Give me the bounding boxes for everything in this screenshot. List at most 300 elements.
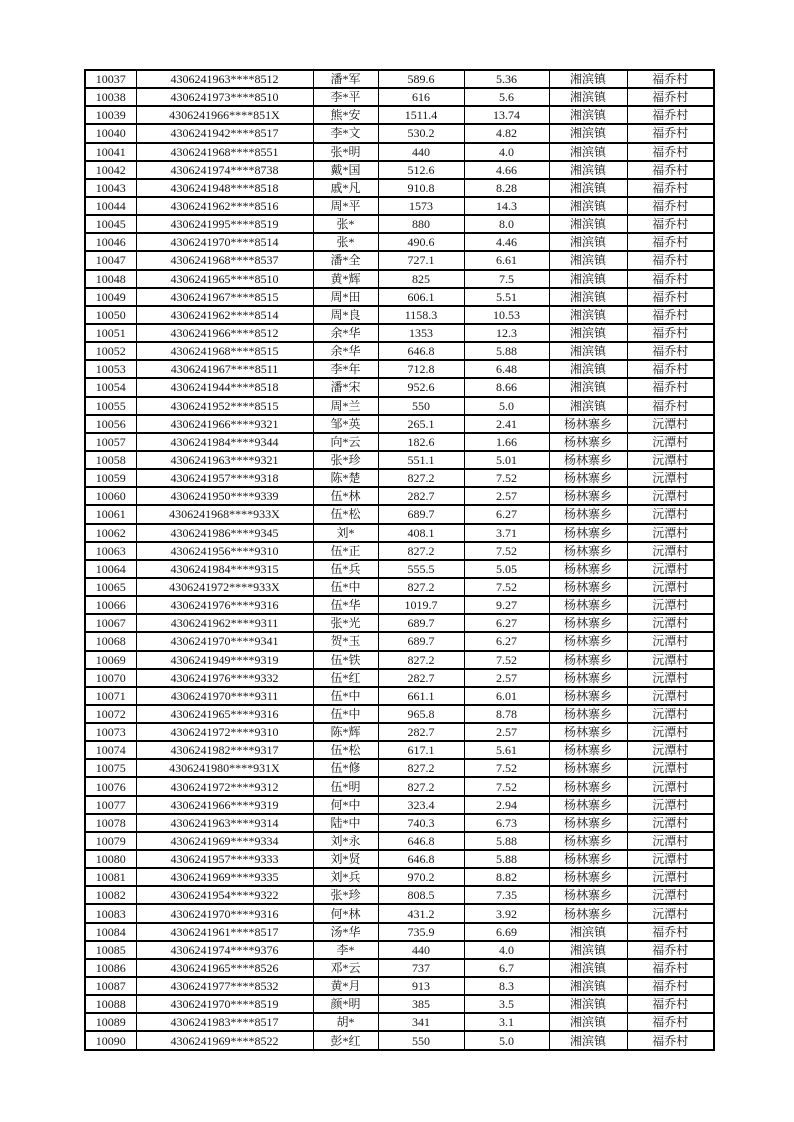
table-row — [85, 959, 714, 977]
cell-village: 福乔村 — [627, 995, 714, 1013]
cell-masked-id-number: 4306241982****9317 — [136, 741, 313, 759]
cell-percent: 7.52 — [464, 469, 549, 487]
cell-percent: 4.0 — [464, 941, 549, 959]
cell-masked-id-number: 4306241966****8512 — [136, 324, 313, 342]
cell-masked-id-number: 4306241966****851X — [136, 106, 313, 124]
table-row — [85, 596, 714, 614]
cell-masked-name: 黄*辉 — [313, 270, 378, 288]
cell-amount: 490.6 — [378, 233, 464, 251]
cell-masked-id-number: 4306241970****9316 — [136, 904, 313, 922]
cell-sequence-number: 10050 — [85, 306, 136, 324]
cell-village: 福乔村 — [627, 106, 714, 124]
cell-masked-id-number: 4306241965****8510 — [136, 270, 313, 288]
cell-masked-id-number: 4306241968****933X — [136, 505, 313, 523]
cell-village: 沅潭村 — [627, 723, 714, 741]
cell-town: 湘滨镇 — [549, 941, 627, 959]
cell-town: 杨林寨乡 — [549, 415, 627, 433]
cell-town: 杨林寨乡 — [549, 669, 627, 687]
cell-amount: 727.1 — [378, 251, 464, 269]
cell-masked-name: 潘*宋 — [313, 378, 378, 396]
cell-masked-name: 伍*中 — [313, 578, 378, 596]
cell-village: 福乔村 — [627, 215, 714, 233]
cell-sequence-number: 10072 — [85, 705, 136, 723]
cell-amount: 1019.7 — [378, 596, 464, 614]
cell-sequence-number: 10083 — [85, 904, 136, 922]
cell-percent: 6.73 — [464, 814, 549, 832]
cell-sequence-number: 10067 — [85, 614, 136, 632]
cell-town: 湘滨镇 — [549, 306, 627, 324]
table-row — [85, 777, 714, 795]
cell-percent: 3.5 — [464, 995, 549, 1013]
cell-masked-name: 刘* — [313, 524, 378, 542]
cell-village: 沅潭村 — [627, 651, 714, 669]
cell-percent: 3.92 — [464, 904, 549, 922]
cell-masked-id-number: 4306241962****8516 — [136, 197, 313, 215]
cell-percent: 1.66 — [464, 433, 549, 451]
cell-masked-id-number: 4306241977****8532 — [136, 977, 313, 995]
cell-village: 福乔村 — [627, 397, 714, 415]
table-row — [85, 524, 714, 542]
cell-amount: 661.1 — [378, 687, 464, 705]
cell-town: 湘滨镇 — [549, 197, 627, 215]
cell-village: 福乔村 — [627, 124, 714, 142]
cell-sequence-number: 10045 — [85, 215, 136, 233]
table-row — [85, 651, 714, 669]
cell-town: 杨林寨乡 — [549, 451, 627, 469]
cell-masked-name: 伍*铁 — [313, 651, 378, 669]
cell-sequence-number: 10071 — [85, 687, 136, 705]
cell-amount: 589.6 — [378, 70, 464, 88]
cell-village: 沅潭村 — [627, 560, 714, 578]
cell-masked-name: 贺*玉 — [313, 632, 378, 650]
cell-masked-id-number: 4306241970****9341 — [136, 632, 313, 650]
cell-masked-name: 李*平 — [313, 88, 378, 106]
cell-village: 沅潭村 — [627, 669, 714, 687]
cell-masked-id-number: 4306241972****9312 — [136, 777, 313, 795]
cell-masked-name: 伍*林 — [313, 487, 378, 505]
cell-village: 沅潭村 — [627, 433, 714, 451]
cell-masked-name: 潘*全 — [313, 251, 378, 269]
table-row — [85, 560, 714, 578]
cell-sequence-number: 10061 — [85, 505, 136, 523]
cell-sequence-number: 10060 — [85, 487, 136, 505]
cell-village: 福乔村 — [627, 233, 714, 251]
cell-village: 沅潭村 — [627, 596, 714, 614]
cell-town: 杨林寨乡 — [549, 469, 627, 487]
table-row — [85, 977, 714, 995]
table-row — [85, 342, 714, 360]
cell-masked-id-number: 4306241970****8519 — [136, 995, 313, 1013]
cell-amount: 551.1 — [378, 451, 464, 469]
cell-sequence-number: 10065 — [85, 578, 136, 596]
cell-town: 杨林寨乡 — [549, 560, 627, 578]
cell-village: 沅潭村 — [627, 777, 714, 795]
cell-masked-name: 伍*明 — [313, 777, 378, 795]
cell-masked-id-number: 4306241948****8518 — [136, 179, 313, 197]
cell-village: 福乔村 — [627, 143, 714, 161]
table-row — [85, 868, 714, 886]
cell-percent: 6.69 — [464, 923, 549, 941]
cell-amount: 265.1 — [378, 415, 464, 433]
table-row — [85, 88, 714, 106]
cell-amount: 606.1 — [378, 288, 464, 306]
table-row — [85, 251, 714, 269]
cell-masked-id-number: 4306241976****9332 — [136, 669, 313, 687]
cell-village: 福乔村 — [627, 1013, 714, 1031]
cell-town: 湘滨镇 — [549, 397, 627, 415]
table-row — [85, 124, 714, 142]
cell-percent: 4.66 — [464, 161, 549, 179]
cell-masked-id-number: 4306241966****9321 — [136, 415, 313, 433]
cell-masked-id-number: 4306241968****8551 — [136, 143, 313, 161]
cell-masked-id-number: 4306241963****9314 — [136, 814, 313, 832]
cell-percent: 6.27 — [464, 614, 549, 632]
cell-masked-id-number: 4306241957****9333 — [136, 850, 313, 868]
cell-sequence-number: 10059 — [85, 469, 136, 487]
cell-village: 沅潭村 — [627, 796, 714, 814]
cell-masked-name: 周*兰 — [313, 397, 378, 415]
cell-town: 杨林寨乡 — [549, 705, 627, 723]
cell-village: 福乔村 — [627, 1031, 714, 1049]
cell-village: 沅潭村 — [627, 469, 714, 487]
cell-amount: 440 — [378, 941, 464, 959]
cell-sequence-number: 10048 — [85, 270, 136, 288]
cell-amount: 616 — [378, 88, 464, 106]
cell-amount: 530.2 — [378, 124, 464, 142]
cell-village: 福乔村 — [627, 70, 714, 88]
table-row — [85, 832, 714, 850]
cell-masked-id-number: 4306241969****8522 — [136, 1031, 313, 1049]
cell-amount: 1158.3 — [378, 306, 464, 324]
cell-percent: 6.7 — [464, 959, 549, 977]
cell-village: 福乔村 — [627, 88, 714, 106]
cell-masked-id-number: 4306241949****9319 — [136, 651, 313, 669]
table-row — [85, 233, 714, 251]
table-row — [85, 669, 714, 687]
cell-village: 沅潭村 — [627, 814, 714, 832]
cell-town: 杨林寨乡 — [549, 796, 627, 814]
cell-masked-name: 李* — [313, 941, 378, 959]
cell-masked-name: 陈*辉 — [313, 723, 378, 741]
cell-percent: 5.0 — [464, 397, 549, 415]
cell-town: 杨林寨乡 — [549, 651, 627, 669]
cell-percent: 5.88 — [464, 850, 549, 868]
table-row — [85, 288, 714, 306]
cell-percent: 5.36 — [464, 70, 549, 88]
cell-village: 福乔村 — [627, 270, 714, 288]
cell-town: 湘滨镇 — [549, 1031, 627, 1049]
cell-sequence-number: 10088 — [85, 995, 136, 1013]
cell-village: 福乔村 — [627, 197, 714, 215]
cell-town: 杨林寨乡 — [549, 505, 627, 523]
cell-town: 杨林寨乡 — [549, 777, 627, 795]
table-row — [85, 469, 714, 487]
cell-percent: 5.6 — [464, 88, 549, 106]
cell-percent: 7.35 — [464, 886, 549, 904]
cell-percent: 5.01 — [464, 451, 549, 469]
cell-masked-name: 伍*中 — [313, 705, 378, 723]
table-row — [85, 197, 714, 215]
cell-masked-id-number: 4306241962****9311 — [136, 614, 313, 632]
cell-amount: 808.5 — [378, 886, 464, 904]
cell-amount: 910.8 — [378, 179, 464, 197]
table-row — [85, 923, 714, 941]
cell-masked-id-number: 4306241972****9310 — [136, 723, 313, 741]
cell-amount: 550 — [378, 397, 464, 415]
cell-village: 沅潭村 — [627, 524, 714, 542]
cell-village: 福乔村 — [627, 378, 714, 396]
cell-town: 湘滨镇 — [549, 161, 627, 179]
cell-masked-name: 伍*松 — [313, 741, 378, 759]
cell-village: 福乔村 — [627, 360, 714, 378]
cell-town: 湘滨镇 — [549, 977, 627, 995]
cell-masked-name: 伍*兵 — [313, 560, 378, 578]
cell-percent: 5.0 — [464, 1031, 549, 1049]
cell-amount: 550 — [378, 1031, 464, 1049]
cell-percent: 5.88 — [464, 832, 549, 850]
cell-percent: 6.61 — [464, 251, 549, 269]
cell-amount: 827.2 — [378, 542, 464, 560]
cell-amount: 385 — [378, 995, 464, 1013]
cell-masked-name: 陆*中 — [313, 814, 378, 832]
cell-town: 湘滨镇 — [549, 342, 627, 360]
cell-masked-name: 张*明 — [313, 143, 378, 161]
table-row — [85, 886, 714, 904]
cell-sequence-number: 10070 — [85, 669, 136, 687]
cell-masked-id-number: 4306241954****9322 — [136, 886, 313, 904]
cell-masked-id-number: 4306241974****9376 — [136, 941, 313, 959]
cell-town: 杨林寨乡 — [549, 741, 627, 759]
cell-masked-id-number: 4306241944****8518 — [136, 378, 313, 396]
cell-town: 杨林寨乡 — [549, 759, 627, 777]
cell-amount: 827.2 — [378, 578, 464, 596]
table-row — [85, 106, 714, 124]
cell-village: 沅潭村 — [627, 687, 714, 705]
cell-village: 福乔村 — [627, 977, 714, 995]
cell-percent: 2.57 — [464, 669, 549, 687]
cell-masked-name: 李*文 — [313, 124, 378, 142]
cell-masked-id-number: 4306241995****8519 — [136, 215, 313, 233]
cell-percent: 5.51 — [464, 288, 549, 306]
cell-masked-id-number: 4306241983****8517 — [136, 1013, 313, 1031]
cell-town: 湘滨镇 — [549, 360, 627, 378]
cell-sequence-number: 10062 — [85, 524, 136, 542]
table-row — [85, 614, 714, 632]
cell-sequence-number: 10089 — [85, 1013, 136, 1031]
cell-masked-id-number: 4306241963****8512 — [136, 70, 313, 88]
cell-masked-id-number: 4306241956****9310 — [136, 542, 313, 560]
cell-town: 杨林寨乡 — [549, 850, 627, 868]
cell-masked-name: 张* — [313, 233, 378, 251]
cell-masked-id-number: 4306241965****9316 — [136, 705, 313, 723]
cell-amount: 827.2 — [378, 469, 464, 487]
cell-percent: 7.52 — [464, 578, 549, 596]
table-row — [85, 143, 714, 161]
cell-town: 杨林寨乡 — [549, 542, 627, 560]
cell-percent: 2.57 — [464, 723, 549, 741]
cell-amount: 431.2 — [378, 904, 464, 922]
cell-percent: 2.57 — [464, 487, 549, 505]
cell-percent: 7.52 — [464, 777, 549, 795]
cell-masked-name: 向*云 — [313, 433, 378, 451]
cell-masked-id-number: 4306241976****9316 — [136, 596, 313, 614]
cell-sequence-number: 10039 — [85, 106, 136, 124]
cell-masked-id-number: 4306241968****8537 — [136, 251, 313, 269]
table-row — [85, 759, 714, 777]
cell-masked-id-number: 4306241980****931X — [136, 759, 313, 777]
cell-percent: 7.52 — [464, 542, 549, 560]
table-row — [85, 705, 714, 723]
cell-sequence-number: 10056 — [85, 415, 136, 433]
cell-masked-id-number: 4306241965****8526 — [136, 959, 313, 977]
table-row — [85, 415, 714, 433]
cell-masked-name: 熊*安 — [313, 106, 378, 124]
cell-village: 沅潭村 — [627, 832, 714, 850]
cell-village: 福乔村 — [627, 923, 714, 941]
cell-town: 杨林寨乡 — [549, 614, 627, 632]
cell-sequence-number: 10082 — [85, 886, 136, 904]
cell-sequence-number: 10064 — [85, 560, 136, 578]
cell-amount: 646.8 — [378, 832, 464, 850]
cell-sequence-number: 10076 — [85, 777, 136, 795]
cell-amount: 689.7 — [378, 632, 464, 650]
cell-village: 沅潭村 — [627, 578, 714, 596]
cell-sequence-number: 10085 — [85, 941, 136, 959]
cell-village: 沅潭村 — [627, 542, 714, 560]
cell-masked-name: 伍*正 — [313, 542, 378, 560]
cell-percent: 8.28 — [464, 179, 549, 197]
cell-masked-name: 何*中 — [313, 796, 378, 814]
cell-masked-id-number: 4306241972****933X — [136, 578, 313, 596]
cell-town: 杨林寨乡 — [549, 524, 627, 542]
cell-village: 福乔村 — [627, 251, 714, 269]
cell-town: 湘滨镇 — [549, 959, 627, 977]
table-row — [85, 687, 714, 705]
cell-percent: 4.82 — [464, 124, 549, 142]
cell-percent: 2.94 — [464, 796, 549, 814]
cell-percent: 2.41 — [464, 415, 549, 433]
table-row — [85, 814, 714, 832]
cell-village: 沅潭村 — [627, 759, 714, 777]
cell-village: 福乔村 — [627, 941, 714, 959]
cell-town: 杨林寨乡 — [549, 687, 627, 705]
cell-village: 福乔村 — [627, 179, 714, 197]
cell-amount: 617.1 — [378, 741, 464, 759]
cell-town: 湘滨镇 — [549, 106, 627, 124]
cell-percent: 9.27 — [464, 596, 549, 614]
cell-percent: 7.5 — [464, 270, 549, 288]
cell-amount: 970.2 — [378, 868, 464, 886]
cell-town: 湘滨镇 — [549, 233, 627, 251]
cell-amount: 952.6 — [378, 378, 464, 396]
cell-town: 杨林寨乡 — [549, 723, 627, 741]
cell-sequence-number: 10081 — [85, 868, 136, 886]
cell-masked-id-number: 4306241968****8515 — [136, 342, 313, 360]
cell-masked-name: 胡* — [313, 1013, 378, 1031]
table-row — [85, 397, 714, 415]
cell-village: 沅潭村 — [627, 415, 714, 433]
table-row — [85, 324, 714, 342]
cell-masked-name: 汤*华 — [313, 923, 378, 941]
cell-sequence-number: 10084 — [85, 923, 136, 941]
cell-town: 湘滨镇 — [549, 215, 627, 233]
table-row — [85, 360, 714, 378]
roster-table — [84, 69, 715, 1051]
cell-masked-name: 李*年 — [313, 360, 378, 378]
cell-village: 福乔村 — [627, 288, 714, 306]
cell-sequence-number: 10063 — [85, 542, 136, 560]
table-row — [85, 179, 714, 197]
cell-percent: 13.74 — [464, 106, 549, 124]
cell-sequence-number: 10068 — [85, 632, 136, 650]
cell-amount: 512.6 — [378, 161, 464, 179]
table-row — [85, 542, 714, 560]
cell-sequence-number: 10053 — [85, 360, 136, 378]
cell-amount: 965.8 — [378, 705, 464, 723]
table-row — [85, 1013, 714, 1031]
cell-percent: 5.05 — [464, 560, 549, 578]
cell-masked-id-number: 4306241973****8510 — [136, 88, 313, 106]
cell-masked-name: 刘*贤 — [313, 850, 378, 868]
cell-amount: 689.7 — [378, 505, 464, 523]
table-row — [85, 378, 714, 396]
cell-amount: 440 — [378, 143, 464, 161]
cell-amount: 737 — [378, 959, 464, 977]
cell-sequence-number: 10042 — [85, 161, 136, 179]
cell-masked-name: 周*田 — [313, 288, 378, 306]
cell-sequence-number: 10038 — [85, 88, 136, 106]
cell-village: 沅潭村 — [627, 451, 714, 469]
cell-amount: 341 — [378, 1013, 464, 1031]
cell-amount: 646.8 — [378, 850, 464, 868]
cell-village: 沅潭村 — [627, 614, 714, 632]
cell-town: 湘滨镇 — [549, 251, 627, 269]
cell-sequence-number: 10054 — [85, 378, 136, 396]
cell-town: 杨林寨乡 — [549, 487, 627, 505]
table-row — [85, 941, 714, 959]
cell-masked-name: 潘*军 — [313, 70, 378, 88]
cell-town: 杨林寨乡 — [549, 868, 627, 886]
cell-masked-id-number: 4306241942****8517 — [136, 124, 313, 142]
cell-percent: 6.48 — [464, 360, 549, 378]
cell-amount: 1511.4 — [378, 106, 464, 124]
cell-masked-id-number: 4306241950****9339 — [136, 487, 313, 505]
cell-town: 湘滨镇 — [549, 378, 627, 396]
cell-amount: 712.8 — [378, 360, 464, 378]
cell-percent: 3.71 — [464, 524, 549, 542]
cell-percent: 5.61 — [464, 741, 549, 759]
cell-village: 福乔村 — [627, 306, 714, 324]
cell-masked-name: 刘*兵 — [313, 868, 378, 886]
table-row — [85, 904, 714, 922]
cell-percent: 6.27 — [464, 632, 549, 650]
table-row — [85, 850, 714, 868]
cell-masked-id-number: 4306241974****8738 — [136, 161, 313, 179]
cell-sequence-number: 10079 — [85, 832, 136, 850]
cell-masked-id-number: 4306241984****9315 — [136, 560, 313, 578]
cell-sequence-number: 10087 — [85, 977, 136, 995]
table-row — [85, 632, 714, 650]
cell-amount: 827.2 — [378, 651, 464, 669]
cell-masked-id-number: 4306241957****9318 — [136, 469, 313, 487]
cell-sequence-number: 10049 — [85, 288, 136, 306]
cell-percent: 6.27 — [464, 505, 549, 523]
cell-village: 沅潭村 — [627, 850, 714, 868]
cell-amount: 282.7 — [378, 487, 464, 505]
table-row — [85, 723, 714, 741]
cell-amount: 825 — [378, 270, 464, 288]
cell-percent: 12.3 — [464, 324, 549, 342]
